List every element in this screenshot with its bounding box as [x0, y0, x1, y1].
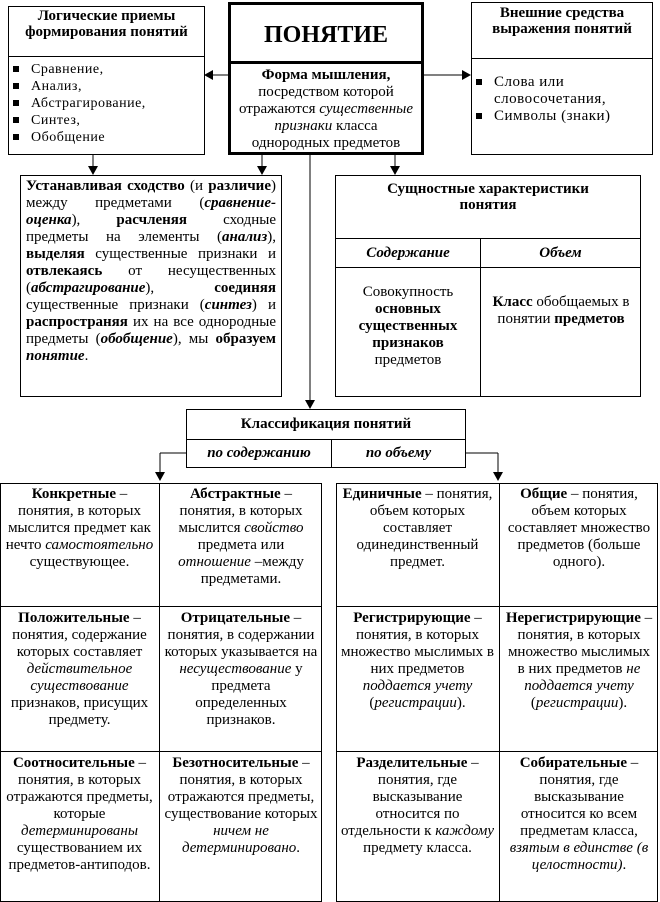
logical-techniques-title: Логические приемы формирования понятий [9, 7, 204, 57]
classification-title: Классификация понятий [187, 410, 465, 440]
text-segment: – понятия, в содержании которых указывается на [164, 610, 318, 660]
text-segment: Регистрирующие [353, 610, 471, 626]
text-segment: Совокупность [362, 284, 454, 300]
text-segment: . [296, 840, 301, 856]
text-segment: Абстрактные [190, 486, 281, 502]
definition-text-1: посредством которой отражаются [238, 84, 394, 117]
content-column-header: Содержание [336, 239, 481, 267]
text-segment: основных существенных признаков [358, 301, 458, 351]
text-segment: соединяя [214, 280, 276, 296]
text-segment: не поддается учету [524, 661, 641, 694]
concept-title: ПОНЯТИЕ [231, 5, 421, 64]
text-segment: свойство [244, 520, 304, 536]
text-segment: (и [184, 178, 209, 194]
text-segment: предмету класса. [363, 840, 472, 856]
text-segment: ), [71, 212, 117, 228]
text-segment: обобщаемых в понятии [497, 294, 630, 327]
text-segment: Безотносительные [172, 755, 299, 771]
list-item: Слова или словосочетания, [472, 74, 652, 108]
text-segment: отношение [178, 554, 251, 570]
classification-cell [500, 752, 658, 902]
classification-cell [160, 752, 322, 902]
text-segment: – понятия, в которых множество мыслимых в них предметов [507, 610, 653, 677]
text-segment: от несущественных ( [26, 263, 276, 296]
volume-column-header: Объем [539, 245, 582, 261]
essence-title: Сущностные характеристики понятия [387, 181, 589, 213]
text-segment: ничем не детерминировано [181, 823, 297, 856]
text-segment: существованием их предметов-антиподов. [8, 840, 151, 873]
text-segment: – понятия, объем которых составляет одинединственный предмет. [356, 486, 493, 570]
text-segment: сравнение-оценка [26, 195, 276, 228]
text-segment: Разделительные [356, 755, 468, 771]
text-segment: анализ [222, 229, 268, 245]
text-segment: ). [456, 695, 466, 711]
by-volume-label: по объему [365, 445, 432, 461]
classification-cell [336, 752, 500, 902]
text-segment: – понятия, объем которых составляет множество предметов (больше одного). [507, 486, 651, 570]
text-segment: регистрации [374, 695, 457, 711]
classification-cell [0, 752, 160, 902]
classification-cell [160, 607, 322, 752]
text-segment: Общие [520, 486, 568, 502]
text-segment: –между предметами. [200, 554, 304, 587]
classification-cell [500, 607, 658, 752]
content-description [340, 284, 476, 369]
text-segment: Собирательные [519, 755, 628, 771]
text-segment: регистрации [535, 695, 619, 711]
classification-cell [336, 483, 500, 607]
definition-text-2: класса однородных предметов [251, 118, 401, 151]
text-segment: их на все однородные предметы ( [26, 314, 276, 347]
definition-bold: Форма мышления, [261, 67, 391, 83]
text-segment: Класс [492, 294, 533, 310]
text-segment: Нерегистрирующие [505, 610, 641, 626]
list-item: Сравнение, [9, 61, 204, 78]
text-segment: предметов [374, 352, 442, 368]
text-segment: понятие [26, 348, 85, 364]
text-segment: ) и [251, 297, 276, 313]
text-segment: предметов [554, 311, 625, 327]
text-segment: Положительные [18, 610, 130, 626]
external-means-box [471, 2, 653, 155]
text-segment: различие [208, 178, 271, 194]
text-segment: ) между предметами ( [26, 178, 276, 211]
text-segment: . [622, 857, 627, 873]
text-segment: синтез [204, 297, 252, 313]
list-item: Абстрагирование, [9, 95, 204, 112]
list-item: Синтез, [9, 112, 204, 129]
classification-cell [0, 607, 160, 752]
logical-techniques-box [8, 6, 205, 155]
text-segment: действительное существование [26, 661, 133, 694]
text-segment: – понятия, в которых множество мыслимых в них предметов [341, 610, 494, 677]
text-segment: Отрицательные [180, 610, 291, 626]
volume-description [486, 294, 636, 328]
text-segment: предмета или [197, 537, 285, 553]
concept-definition [231, 64, 421, 152]
text-segment: ( [369, 695, 375, 711]
text-segment: существенные признаки и [84, 246, 276, 262]
text-segment: ), [267, 229, 276, 245]
classification-box [186, 409, 466, 468]
text-segment: – понятия, в которых отражаются предметы, которые [6, 755, 153, 822]
text-segment: – понятия, в которых мыслится [178, 486, 303, 536]
text-segment: распространяя [26, 314, 128, 330]
text-segment: существенные признаки ( [26, 297, 205, 313]
concept-box [228, 2, 424, 155]
text-segment: . [84, 348, 89, 364]
external-means-title: Внешние средства выражения понятий [472, 3, 652, 59]
external-means-list [472, 59, 652, 125]
essence-box [335, 175, 641, 397]
classification-cell [336, 607, 500, 752]
text-segment: – понятия, в которых отражаются предметы, существование которых [164, 755, 318, 822]
text-segment: ), [145, 280, 215, 296]
definition-italic: существенные признаки [274, 101, 413, 134]
text-segment: признаков, присущих предмету. [10, 695, 149, 728]
text-segment: Устанавливая сходство [26, 178, 185, 194]
logical-techniques-list [9, 57, 204, 146]
text-segment: у предмета определенных признаков. [195, 661, 303, 728]
by-content-label: по содержанию [187, 440, 332, 467]
text-segment: обобщение [100, 331, 173, 347]
text-segment: самостоятельно [45, 537, 154, 553]
list-item: Обобщение [9, 129, 204, 146]
list-item: Символы (знаки) [472, 108, 652, 125]
list-item: Анализ, [9, 78, 204, 95]
text-segment: расчленяя [116, 212, 188, 228]
text-segment: поддается учету [362, 678, 473, 694]
text-segment: взятым в единстве (в целостности) [509, 840, 649, 873]
text-segment: каждому [435, 823, 495, 839]
text-segment: абстрагирование [31, 280, 146, 296]
text-segment: – понятия, содержание которых составляет [12, 610, 147, 660]
text-segment: сходные предметы на элементы ( [26, 212, 276, 245]
text-segment: Конкретные [31, 486, 117, 502]
text-segment: детерминированы [21, 823, 138, 839]
classification-cell [500, 483, 658, 607]
text-segment: ), мы [172, 331, 216, 347]
text-segment: существующее. [29, 554, 130, 570]
text-segment: Единичные [342, 486, 422, 502]
text-segment: ). [618, 695, 628, 711]
text-segment: отвлекаясь [26, 263, 103, 279]
text-segment: образуем [215, 331, 276, 347]
text-segment: – понятия, где высказывание относится ко всем предметам класса, [520, 755, 639, 839]
text-segment: ( [530, 695, 536, 711]
text-segment: – понятия, в которых мыслится предмет как нечто [5, 486, 151, 553]
process-description-box [20, 175, 282, 397]
text-segment: выделяя [26, 246, 85, 262]
essence-header-row [336, 238, 640, 268]
text-segment: – понятия, где высказывание относится по отдельности к [340, 755, 479, 839]
classification-cell [160, 483, 322, 607]
text-segment: Соотносительные [12, 755, 135, 771]
essence-divider [480, 268, 481, 396]
process-description [26, 178, 276, 365]
text-segment: несуществование [179, 661, 292, 677]
classification-cell [0, 483, 160, 607]
